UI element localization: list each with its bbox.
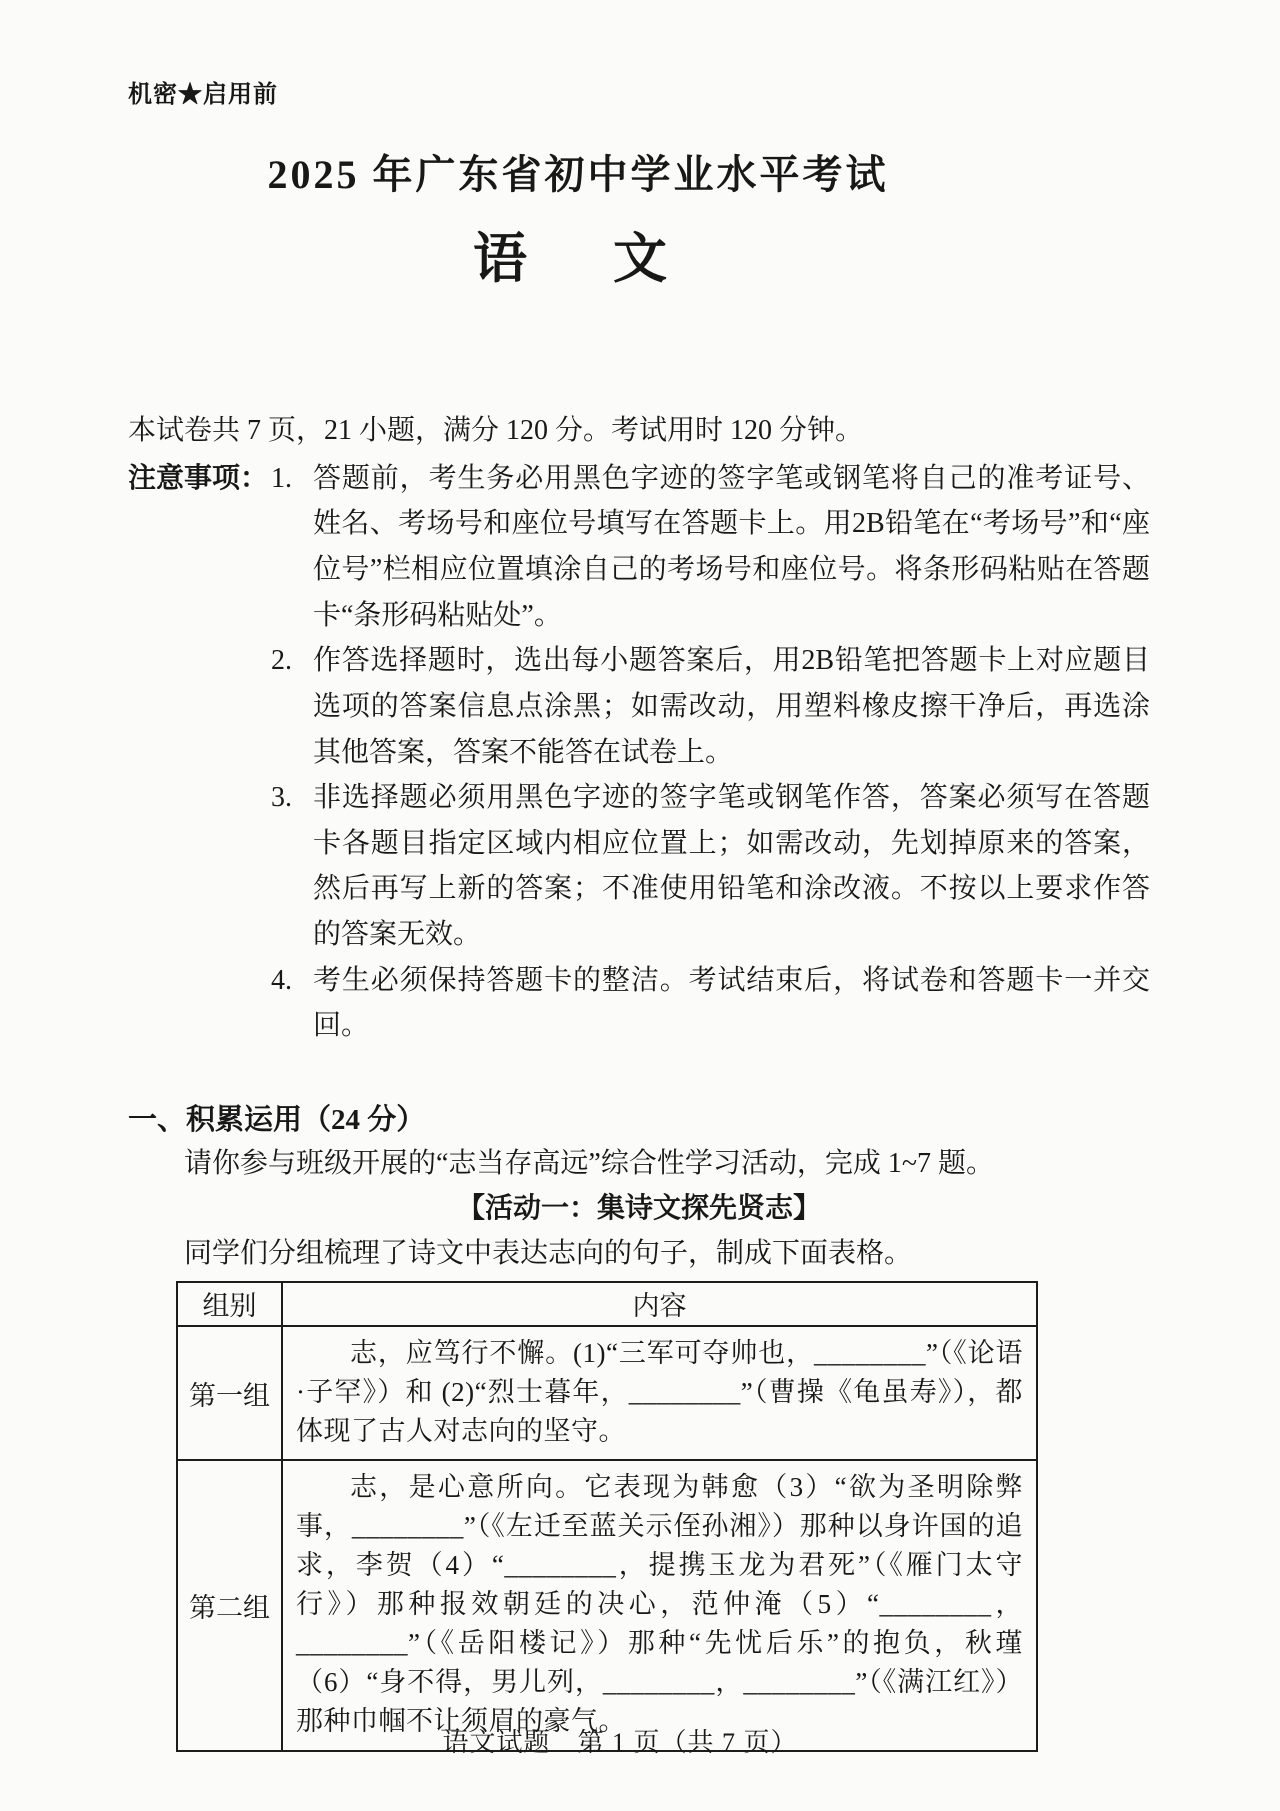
- poem-table-head: [177, 1282, 1037, 1326]
- table-intro: 同学们分组梳理了诗文中表达志向的句子，制成下面表格。: [184, 1238, 913, 1270]
- poem-table-body: [177, 1326, 1037, 1751]
- group2-content: 志，是心意所向。它表现为韩愈（3）“欲为圣明除弊事，________”（《左迁至蓝关示侄孙湘》）那种以身许国的追求，李贺（4）“________，提携玉龙为君死”（《雁门太守行》）那种报效朝廷的决心，范仲淹（5）“________，________”（《岳阳楼记》）那种“先忧后乐”的抱负，秋瑾（6）“身不得，男儿列，________，________”（《满江红》）那种巾帼不让须眉的豪气。: [282, 1460, 1037, 1750]
- notices-section: [128, 456, 1150, 1049]
- notices-label: 注意事项：: [128, 462, 269, 494]
- notice-number: 1.: [271, 462, 292, 494]
- group1-content: 志，应笃行不懈。(1)“三军可夺帅也，________”（《论语·子罕》）和 (2)“烈士暮年，________”（曹操《龟虽寿》），都体现了古人对志向的坚守。: [282, 1326, 1037, 1461]
- table-row-group1: [177, 1326, 1037, 1461]
- notice-item: [271, 638, 1150, 775]
- table-header-group: 组别: [177, 1282, 282, 1326]
- notice-number: 3.: [271, 782, 292, 814]
- activity-title: 【活动一：集诗文探先贤志】: [456, 1193, 821, 1225]
- notice-item: [271, 958, 1150, 1049]
- notice-text: 非选择题必须用黑色字迹的签字笔或钢笔作答，答案必须写在答题卡各题目指定区域内相应位置上；如需改动，先划掉原来的答案，然后再写上新的答案；不准使用铅笔和涂改液。不按以上要求作答的答案无效。: [313, 782, 1150, 951]
- title-block: [128, 143, 1028, 293]
- confidential-marking: 机密★启用前: [128, 82, 278, 108]
- section-intro: 请你参与班级开展的“志当存高远”综合性学习活动，完成 1~7 题。: [184, 1148, 995, 1180]
- page-footer: [0, 1722, 1280, 1759]
- notice-items: [271, 456, 1150, 1049]
- notice-item: [271, 456, 1150, 639]
- page-footer-text: 语文试题 第 1 页（共 7 页）: [442, 1728, 798, 1757]
- exam-title: 2025 年广东省初中学业水平考试: [267, 152, 889, 197]
- notice-number: 4.: [271, 964, 292, 996]
- exam-info: 本试卷共 7 页，21 小题，满分 120 分。考试用时 120 分钟。: [128, 415, 864, 446]
- group2-label: 第二组: [177, 1460, 282, 1750]
- notice-number: 2.: [271, 645, 292, 677]
- table-row-group2: [177, 1460, 1037, 1750]
- notice-text: 作答选择题时，选出每小题答案后，用2B铅笔把答题卡上对应题目选项的答案信息点涂黑；如需改动，用塑料橡皮擦干净后，再选涂其他答案，答案不能答在试卷上。: [313, 645, 1150, 768]
- notice-text: 答题前，考生务必用黑色字迹的签字笔或钢笔将自己的准考证号、姓名、考场号和座位号填写在答题卡上。用2B铅笔在“考场号”和“座位号”栏相应位置填涂自己的考场号和座位号。将条形码粘贴在答题卡“条形码粘贴处”。: [313, 462, 1150, 631]
- exam-subject: 语 文: [473, 229, 683, 289]
- group1-label: 第一组: [177, 1326, 282, 1461]
- notice-item: [271, 775, 1150, 958]
- poem-table: [176, 1281, 1038, 1752]
- table-header-row: [177, 1282, 1037, 1326]
- section-heading: 一、积累运用（24 分）: [128, 1103, 426, 1136]
- table-header-content: 内容: [282, 1282, 1037, 1326]
- notice-text: 考生必须保持答题卡的整洁。考试结束后，将试卷和答题卡一并交回。: [313, 964, 1150, 1042]
